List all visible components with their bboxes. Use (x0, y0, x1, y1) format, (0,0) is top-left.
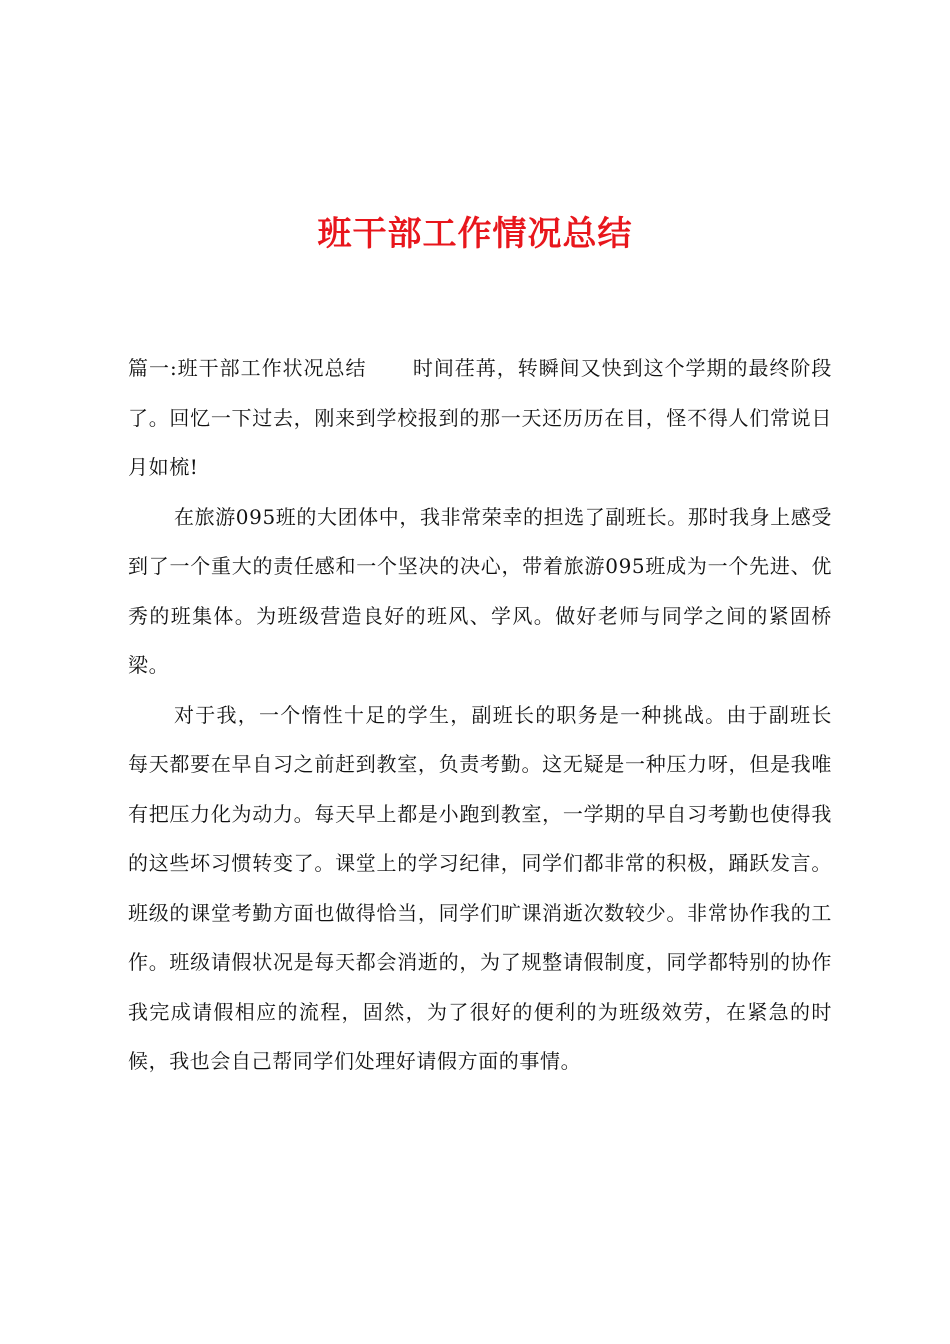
paragraph-2: 在旅游095班的大团体中，我非常荣幸的担选了副班长。那时我身上感受到了一个重大的责任感和一个坚决的决心，带着旅游095班成为一个先进、优秀的班集体。为班级营造良好的班风、学风。做好老师与同学之间的紧固桥梁。 (128, 504, 832, 677)
paragraph-1-text: 时间荏苒，转瞬间又快到这个学期的最终阶段了。回忆一下过去，刚来到学校报到的那一天还历历在目，怪不得人们常说日月如梳! (128, 356, 832, 479)
document-body (128, 344, 832, 1087)
paragraph-1 (128, 344, 832, 493)
document-title: 班干部工作情况总结 (317, 214, 633, 254)
section-heading: 篇一:班干部工作状况总结 (128, 356, 367, 380)
paragraph-3: 对于我，一个惰性十足的学生，副班长的职务是一种挑战。由于副班长每天都要在早自习之前赶到教室，负责考勤。这无疑是一种压力呀，但是我唯有把压力化为动力。每天早上都是小跑到教室，一学期的早自习考勤也使得我的这些坏习惯转变了。课堂上的学习纪律，同学们都非常的积极，踊跃发言。班级的课堂考勤方面也做得恰当，同学们旷课消逝次数较少。非常协作我的工作。班级请假状况是每天都会消逝的，为了规整请假制度，同学都特别的协作我完成请假相应的流程，固然，为了很好的便利的为班级效劳，在紧急的时候，我也会自己帮同学们处理好请假方面的事情。 (128, 702, 832, 1073)
